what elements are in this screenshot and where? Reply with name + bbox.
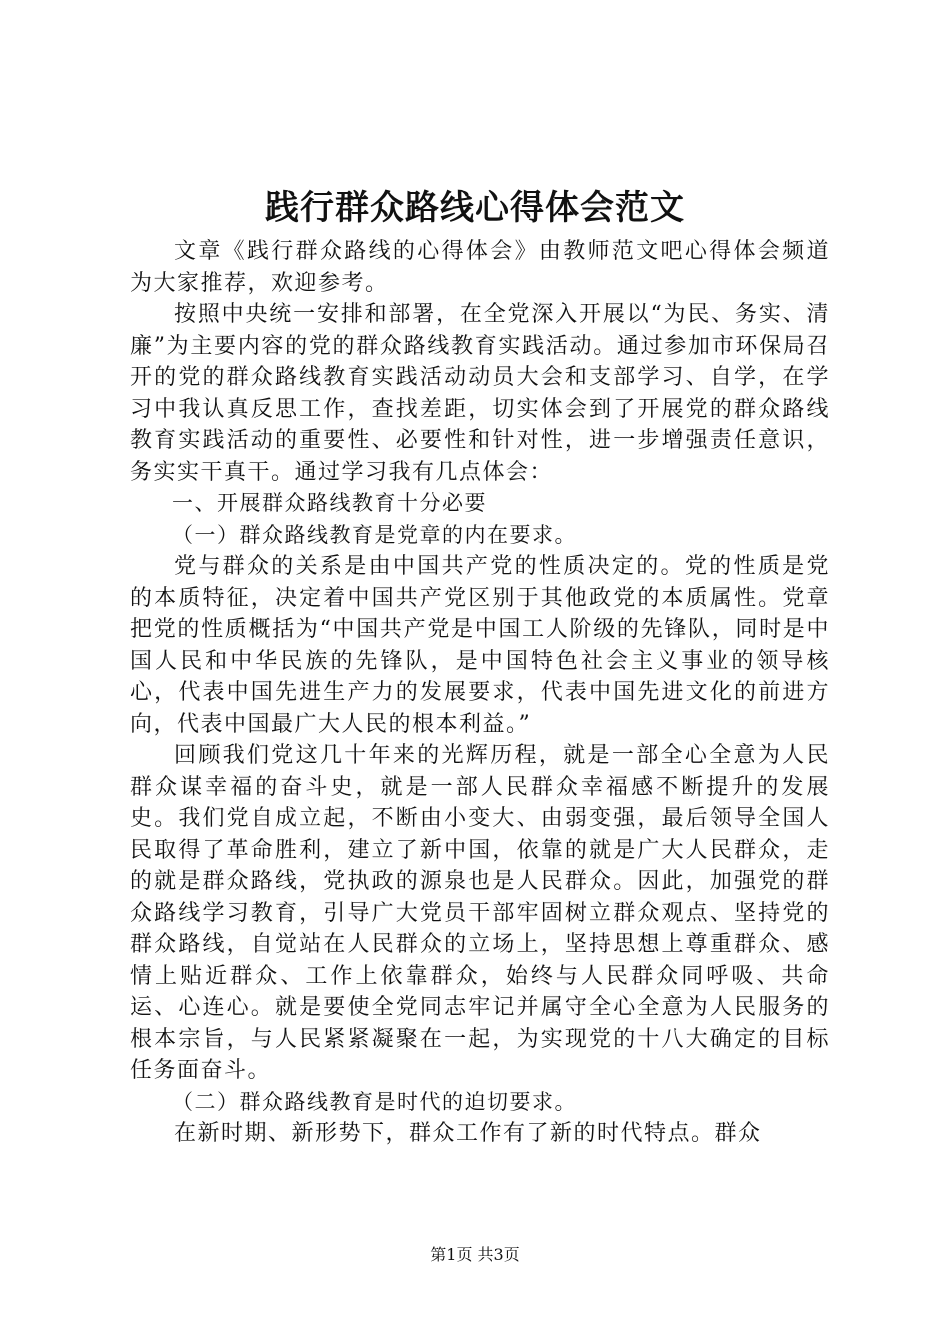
paragraph-arrangement: 按照中央统一安排和部署，在全党深入开展以“为民、务实、清廉”为主要内容的党的群众路线教育实践活动。通过参加市环保局召开的党的群众路线教育实践活动动员大会和支部学习、自学，在学习中我认真反思工作，查找差距，切实体会到了开展党的群众路线教育实践活动的重要性、必要性和针对性，进一步增强责任意识，务实实干真干。通过学习我有几点体会：: [130, 302, 830, 485]
paragraph-history: 回顾我们党这几十年来的光辉历程，就是一部全心全意为人民群众谋幸福的奋斗史，就是一部人民群众幸福感不断提升的发展史。我们党自成立起，不断由小变大、由弱变强，最后领导全国人民取得了革命胜利，建立了新中国，依靠的就是广大人民群众，走的就是群众路线，党执政的源泉也是人民群众。因此，加强党的群众路线学习教育，引导广大党员干部牢固树立群众观点、坚持党的群众路线，自觉站在人民群众的立场上，坚持思想上尊重群众、感情上贴近群众、工作上依靠群众，始终与人民群众同呼吸、共命运、心连心。就是要使全党同志牢记并属守全心全意为人民服务的根本宗旨，与人民紧紧凝聚在一起，为实现党的十八大确定的目标任务面奋斗。: [130, 743, 830, 1083]
document-body: [130, 236, 830, 1150]
page-footer: 第1页 共3页: [430, 1245, 520, 1264]
subsection-heading-2: （二）群众路线教育是时代的迫切要求。: [172, 1089, 577, 1114]
paragraph-intro: 文章《践行群众路线的心得体会》由教师范文吧心得体会频道为大家推荐，欢迎参考。: [130, 239, 830, 296]
subsection-heading-1: （一）群众路线教育是党章的内在要求。: [172, 522, 577, 547]
section-heading-1: 一、开展群众路线教育十分必要: [172, 491, 487, 515]
paragraph-new-era: 在新时期、新形势下，群众工作有了新的时代特点。群众: [174, 1121, 762, 1146]
paragraph-party-nature: 党与群众的关系是由中国共产党的性质决定的。党的性质是党的本质特征，决定着中国共产党区别于其他政党的本质属性。党章把党的性质概括为“中国共产党是中国工人阶级的先锋队，同时是中国人民和中华民族的先锋队，是中国特色社会主义事业的领导核心，代表中国先进生产力的发展要求，代表中国先进文化的前进方向，代表中国最广大人民的根本利益。”: [130, 554, 830, 737]
document-title: 践行群众路线心得体会范文: [265, 188, 685, 228]
